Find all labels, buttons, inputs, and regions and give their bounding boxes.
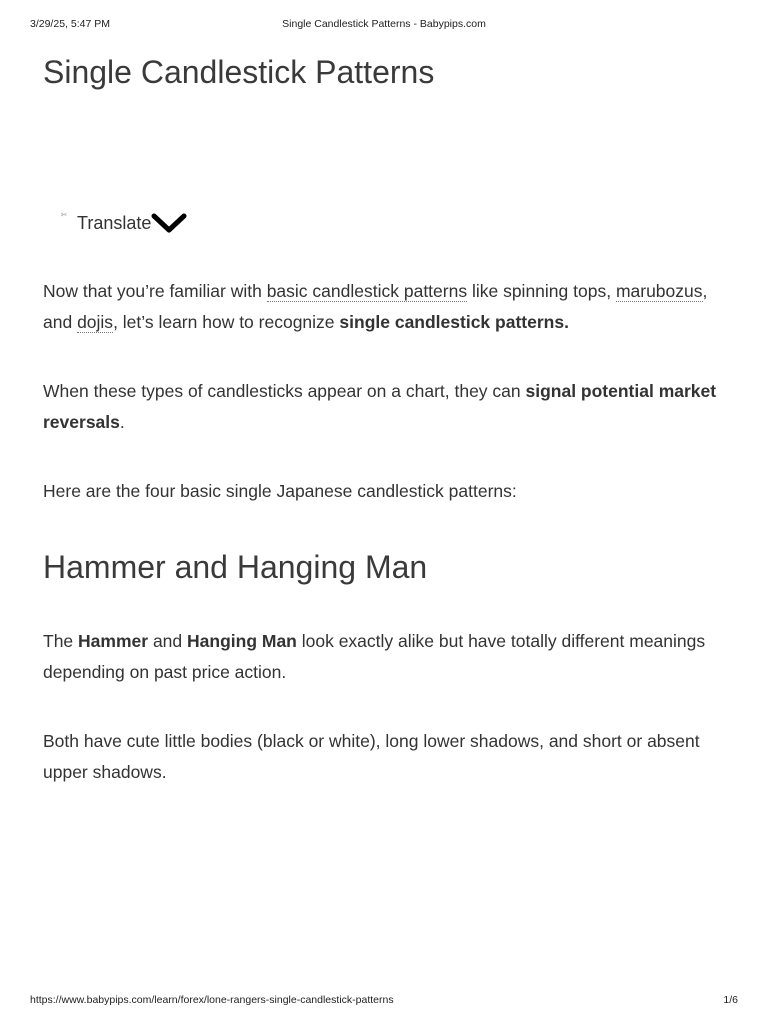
market-reversals-bold: signal potential market reversals — [43, 381, 717, 432]
shadows-paragraph: Both have cute little bodies (black or white), long lower shadows, and short or absent upper shadows. — [43, 731, 700, 782]
article-content — [43, 50, 723, 788]
translate-widget[interactable] — [61, 207, 723, 239]
print-url: https://www.babypips.com/learn/forex/lone-rangers-single-candlestick-patterns — [30, 994, 394, 1006]
marubozus-link[interactable]: marubozus — [615, 281, 703, 301]
page-number: 1/6 — [723, 994, 738, 1006]
print-date: 3/29/25, 5:47 PM — [30, 18, 110, 30]
hammer-bold: Hammer — [78, 631, 149, 651]
translate-icon: ✄ — [61, 212, 67, 219]
basic-candlestick-patterns-link[interactable]: basic candlestick patterns — [266, 281, 468, 301]
four-patterns-paragraph: Here are the four basic single Japanese candlestick patterns: — [43, 481, 517, 501]
hammer-paragraph: The Hammer and Hanging Man look exactly alike but have totally different meanings depending on past price action. — [43, 631, 706, 682]
print-header — [30, 18, 738, 34]
section-heading-hammer: Hammer and Hanging Man — [43, 549, 428, 585]
print-page-title: Single Candlestick Patterns - Babypips.com — [282, 18, 486, 30]
page-title: Single Candlestick Patterns — [43, 54, 435, 90]
print-footer — [30, 994, 738, 1006]
translate-label[interactable]: Translate — [77, 212, 152, 233]
dojis-link[interactable]: dojis — [77, 312, 114, 332]
reversal-paragraph: When these types of candlesticks appear on a chart, they can signal potential market reversals. — [43, 381, 717, 432]
hanging-man-bold: Hanging Man — [187, 631, 297, 651]
single-candlestick-patterns-bold: single candlestick patterns. — [339, 312, 569, 332]
chevron-down-icon[interactable] — [151, 211, 189, 235]
intro-paragraph: Now that you’re familiar with basic candlestick patterns like spinning tops, marubozus, and dojis, let’s learn how to recognize single candlestick patterns. — [43, 281, 708, 332]
